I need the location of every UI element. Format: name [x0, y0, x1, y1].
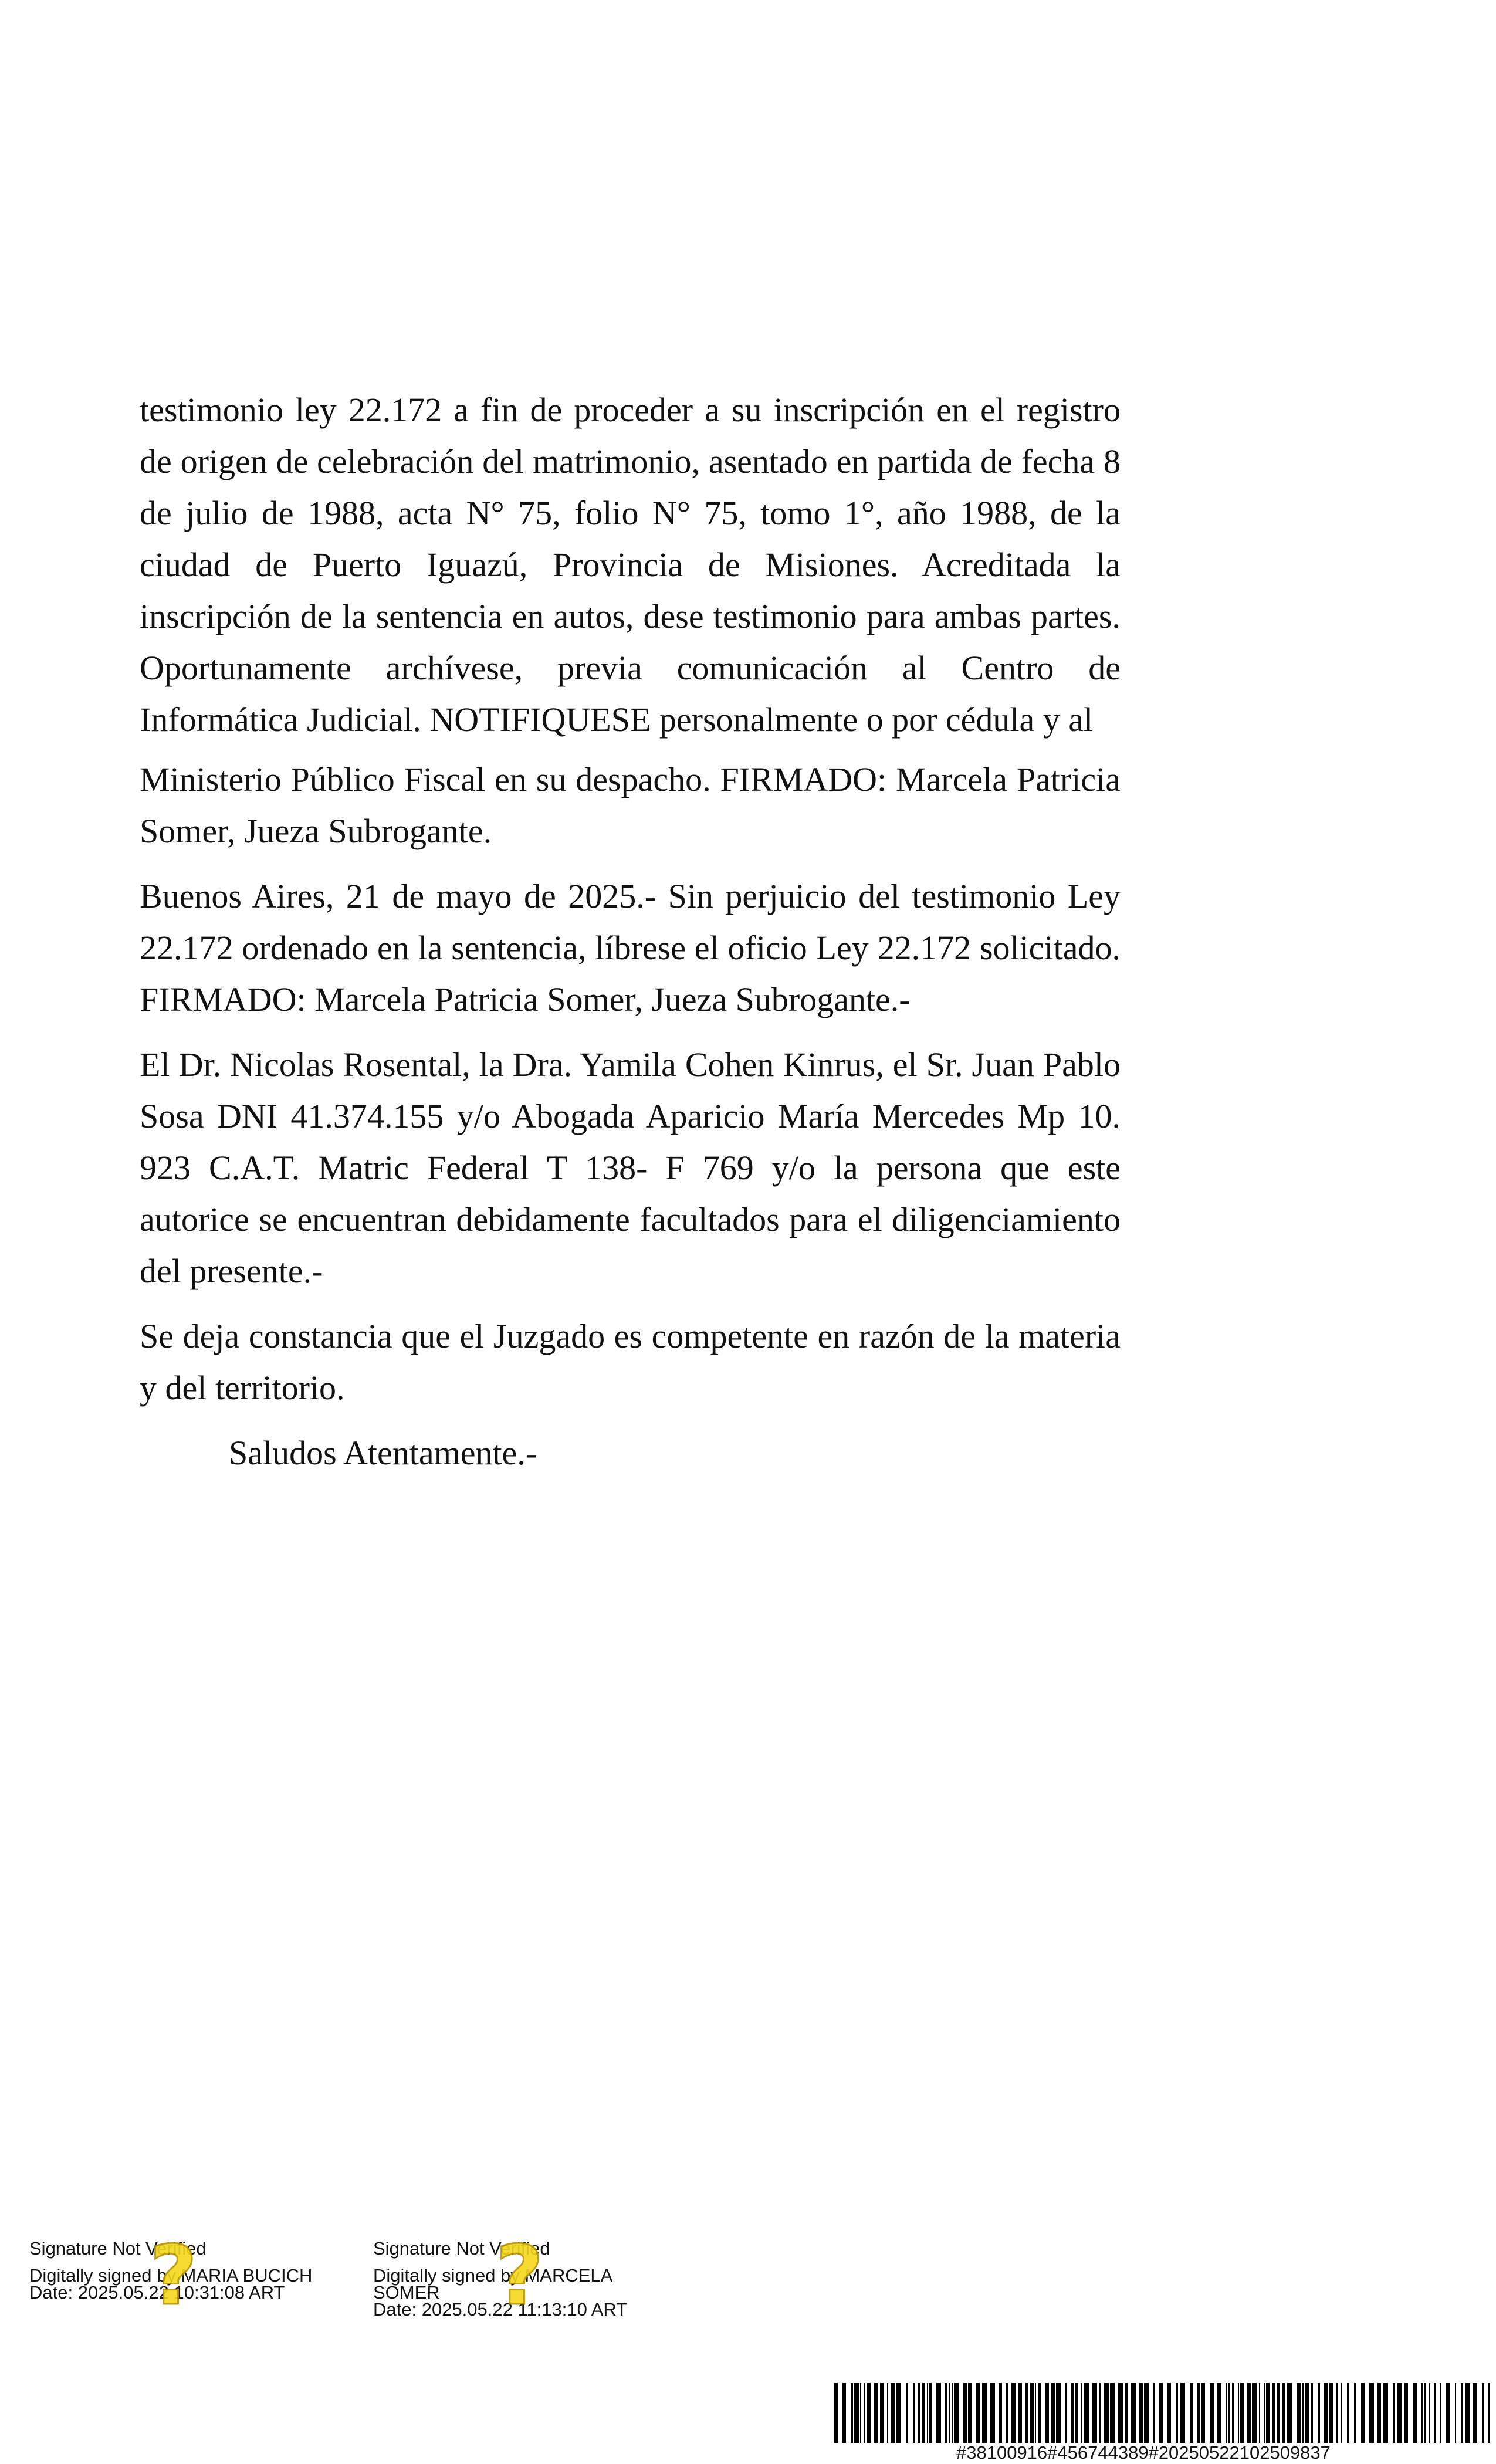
barcode-bar	[891, 2383, 895, 2443]
barcode-text: #38100916#456744389#20250522102509837	[956, 2442, 1331, 2463]
barcode-bar	[990, 2383, 995, 2443]
closing-salutation: Saludos Atentamente.-	[229, 1434, 537, 1472]
barcode-bar	[976, 2383, 980, 2443]
barcode-bar	[1176, 2383, 1178, 2443]
paragraph-autorizados: El Dr. Nicolas Rosental, la Dra. Yamila Cohen Kinrus, el Sr. Juan Pablo Sosa DNI 41.374.155 y/o Abogada Aparicio María Mercedes Mp 10. 923 C.A.T. Matric Federal T 138- F 769 y/o la persona que este autorice se encuentran debidamente facultados para el diligenciamiento del presente.-	[140, 1045, 1121, 1290]
barcode-bar	[1092, 2383, 1097, 2443]
barcode-bar	[1397, 2383, 1402, 2443]
barcode-bar	[1336, 2383, 1338, 2443]
barcode-bar	[880, 2383, 884, 2443]
barcode-bar	[1018, 2383, 1022, 2443]
barcode-bar	[1006, 2383, 1008, 2443]
barcode-bar	[949, 2383, 950, 2443]
barcode-bar	[918, 2383, 920, 2443]
document-body	[140, 384, 1121, 1492]
barcode-bar	[1247, 2383, 1251, 2443]
barcode-bar	[842, 2383, 846, 2443]
barcode-bar	[1440, 2383, 1441, 2443]
barcode-bar	[1035, 2383, 1036, 2443]
barcode-bar	[1084, 2383, 1089, 2443]
barcode-bar	[1144, 2383, 1149, 2443]
barcode-bar	[1377, 2383, 1381, 2443]
signature-status: Signature Not Verified	[373, 2238, 550, 2259]
barcode-bar	[913, 2383, 915, 2443]
barcode-bar	[952, 2383, 953, 2443]
barcode-bar	[1318, 2383, 1320, 2443]
barcode-bar	[1056, 2383, 1061, 2443]
barcode-bar	[1259, 2383, 1260, 2443]
barcode-bar	[1488, 2383, 1490, 2443]
barcode-bar	[906, 2383, 908, 2443]
barcode-bar	[1424, 2383, 1426, 2443]
barcode-bar	[968, 2383, 972, 2443]
paragraph-testimonio: testimonio ley 22.172 a fin de proceder a su inscripción en el registro de origen de celebración del matrimonio, asentado en partida de fecha 8 de julio de 1988, acta N° 75, folio N° 75, tomo 1°, año 1988, de la ciudad de Puerto Iguazú, Provincia de Misiones. Acreditada la inscripción de la sentencia en autos, dese testimonio para ambas partes. Oportunamente archívese, previa comunicación al Centro de Informática Judicial. NOTIFIQUESE personalmente o por cédula y al	[140, 391, 1121, 739]
barcode-bar	[929, 2383, 932, 2443]
barcode-bar	[864, 2383, 865, 2443]
signature-date: Date: 2025.05.22 10:31:08 ART	[29, 2282, 285, 2303]
question-mark-icon: ?	[496, 2228, 544, 2324]
barcode-bar	[1252, 2383, 1257, 2443]
signature-signer: Digitally signed by MARIA BUCICH	[29, 2265, 313, 2286]
barcode-bar	[936, 2383, 941, 2443]
barcode-bar	[1159, 2383, 1163, 2443]
barcode-bar	[1075, 2383, 1078, 2443]
paragraph-ministerio: Ministerio Público Fiscal en su despacho. FIRMADO: Marcela Patricia Somer, Jueza Subrogante.	[140, 760, 1121, 850]
barcode-bar	[922, 2383, 925, 2443]
barcode-bar	[1369, 2383, 1374, 2443]
barcode-bar	[1354, 2383, 1356, 2443]
barcode-bar	[1240, 2383, 1244, 2443]
barcode-bar	[1302, 2383, 1304, 2443]
signature-date: Date: 2025.05.22 11:13:10 ART	[373, 2299, 628, 2320]
barcode-bar	[1071, 2383, 1074, 2443]
barcode-bar	[1461, 2383, 1463, 2443]
signature-status: Signature Not Verified	[29, 2238, 207, 2259]
barcode-bar	[1429, 2383, 1430, 2443]
barcode-bar	[887, 2383, 888, 2443]
barcode-bar	[1473, 2383, 1477, 2443]
barcode-bar	[1025, 2383, 1028, 2443]
barcode-bar	[854, 2383, 859, 2443]
barcode-bar	[1226, 2383, 1227, 2443]
signature-signer: Digitally signed by MARCELA	[373, 2265, 613, 2286]
barcode-bar	[1217, 2383, 1221, 2443]
barcode-bar	[1118, 2383, 1123, 2443]
barcode-bar	[963, 2383, 967, 2443]
barcode-bar	[1455, 2383, 1456, 2443]
barcode-bar	[1238, 2383, 1239, 2443]
barcode-bar	[1413, 2383, 1417, 2443]
barcode-bar	[867, 2383, 871, 2443]
barcode-bar	[1030, 2383, 1034, 2443]
barcode-bar	[1104, 2383, 1109, 2443]
barcode-bar	[1153, 2383, 1155, 2443]
barcode-bar	[1110, 2383, 1115, 2443]
barcode-bar	[1210, 2383, 1214, 2443]
barcode-bar	[1393, 2383, 1395, 2443]
barcode-bar	[1125, 2383, 1128, 2443]
barcode-bar	[1329, 2383, 1333, 2443]
barcode-bar	[1282, 2383, 1285, 2443]
barcode-bar	[860, 2383, 861, 2443]
barcode-bar	[1099, 2383, 1101, 2443]
barcode-bar	[1311, 2383, 1313, 2443]
barcode-bar	[1266, 2383, 1270, 2443]
barcode-bar	[1201, 2383, 1205, 2443]
barcode-bar	[927, 2383, 928, 2443]
barcode-bar	[1465, 2383, 1470, 2443]
barcode-bar	[954, 2383, 959, 2443]
barcode-bar	[1228, 2383, 1230, 2443]
barcode-bar	[1341, 2383, 1342, 2443]
barcode-bar	[1287, 2383, 1292, 2443]
barcode-bar	[982, 2383, 987, 2443]
barcode-bar	[1065, 2383, 1067, 2443]
barcode-bar	[1272, 2383, 1275, 2443]
barcode-bar	[1011, 2383, 1016, 2443]
paragraph-buenos-aires: Buenos Aires, 21 de mayo de 2025.- Sin perjuicio del testimonio Ley 22.172 ordenado en la sentencia, líbrese el oficio Ley 22.172 solicitado. FIRMADO: Marcela Patricia Somer, Jueza Subrogante.-	[140, 877, 1121, 1018]
barcode-bar	[1324, 2383, 1328, 2443]
question-mark-icon: ?	[150, 2228, 198, 2324]
barcode-bar	[1404, 2383, 1408, 2443]
barcode-bar	[1277, 2383, 1280, 2443]
barcode-bar	[999, 2383, 1002, 2443]
barcode-bar	[945, 2383, 947, 2443]
barcode-bar	[1347, 2383, 1349, 2443]
barcode-bar	[851, 2383, 853, 2443]
barcode-bar	[1446, 2383, 1450, 2443]
paragraph-competencia: Se deja constancia que el Juzgado es competente en razón de la materia y del territorio.	[140, 1317, 1121, 1407]
barcode-bar	[1434, 2383, 1436, 2443]
barcode-bar	[1197, 2383, 1200, 2443]
barcode-bar	[834, 2383, 838, 2443]
barcode-bar	[896, 2383, 901, 2443]
barcode-bar	[1482, 2383, 1484, 2443]
barcode-bar	[1131, 2383, 1136, 2443]
barcode-bar	[1190, 2383, 1193, 2443]
barcode-bar	[1038, 2383, 1041, 2443]
barcode-bar	[1421, 2383, 1423, 2443]
barcode-bar	[1297, 2383, 1301, 2443]
barcode-bar	[1180, 2383, 1185, 2443]
barcode-bar	[1167, 2383, 1171, 2443]
barcode-bar	[1264, 2383, 1265, 2443]
barcode-bar	[1232, 2383, 1234, 2443]
barcode-bar	[1051, 2383, 1055, 2443]
barcode-bar	[874, 2383, 878, 2443]
barcode-bar	[1139, 2383, 1143, 2443]
barcode-bar	[1383, 2383, 1388, 2443]
barcode-bar	[1081, 2383, 1082, 2443]
signature-signer-continued: SOMER	[373, 2282, 440, 2303]
barcode-bar	[1045, 2383, 1049, 2443]
barcode	[834, 2383, 1491, 2443]
barcode-bar	[1305, 2383, 1309, 2443]
barcode-bar	[1361, 2383, 1365, 2443]
